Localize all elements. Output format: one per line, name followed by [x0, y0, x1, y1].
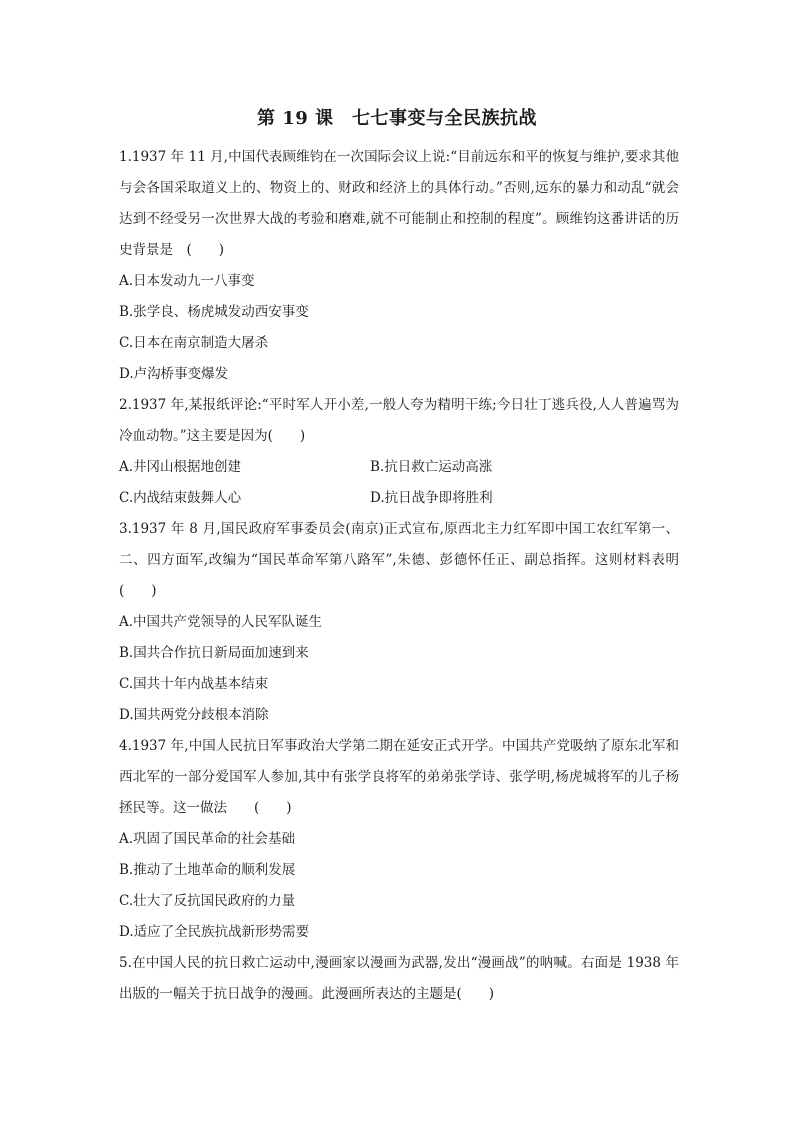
option-b: B.国共合作抗日新局面加速到来: [119, 645, 309, 661]
question-stem: 1.1937 年 11 月,中国代表顾维钧在一次国际会议上说:“目前远东和平的恢复与维护,要求其他与会各国采取道义上的、物资上的、财政和经济上的具体行动。”否则,远东的暴力和动乱“就会达到不经受另一次世界大战的考验和磨难,就不可能制止和控制的程度”。顾维钧这番讲话的历史背景是 ( ): [119, 149, 679, 258]
question-stem: 5.在中国人民的抗日救亡运动中,漫画家以漫画为武器,发出“漫画战”的呐喊。右面是 1938 年出版的一幅关于抗日战争的漫画。此漫画所表达的主题是( ): [119, 955, 679, 1002]
option-row: [119, 483, 679, 514]
question-3: [119, 514, 693, 731]
option-row: [119, 452, 679, 483]
option-d: D.国共两党分歧根本消除: [119, 707, 269, 723]
question-4: [119, 731, 679, 948]
option-b: B.抗日救亡运动高涨: [370, 459, 493, 475]
option-b: B.推动了土地革命的顺利发展: [119, 862, 296, 878]
question-stem: 4.1937 年,中国人民抗日军事政治大学第二期在延安正式开学。中国共产党吸纳了原东北军和西北军的一部分爱国军人参加,其中有张学良将军的弟弟张学诗、张学明,杨虎城将军的儿子杨拯民等。这一做法 ( ): [119, 738, 679, 816]
option-d: D.卢沟桥事变爆发: [119, 366, 229, 382]
question-stem: 3.1937 年 8 月,国民政府军事委员会(南京)正式宣布,原西北主力红军即中国工农红军第一、二、四方面军,改编为“国民革命军第八路军”,朱德、彭德怀任正、副总指挥。这则材料表明 ( ): [119, 521, 693, 599]
option-b: B.张学良、杨虎城发动西安事变: [119, 304, 309, 320]
question-5: [119, 948, 679, 1010]
option-c: C.内战结束鼓舞人心: [119, 490, 242, 506]
option-d: D.适应了全民族抗战新形势需要: [119, 924, 310, 940]
question-stem: 2.1937 年,某报纸评论:“平时军人开小差,一般人夸为精明干练;今日壮丁逃兵役,人人普遍骂为冷血动物。”这主要是因为( ): [119, 397, 679, 444]
option-c: C.日本在南京制造大屠杀: [119, 335, 269, 351]
option-a: A.井冈山根据地创建: [119, 459, 242, 475]
page-title: 第 19 课 七七事变与全民族抗战: [256, 108, 538, 129]
question-2: [119, 390, 679, 514]
option-a: A.中国共产党领导的人民军队诞生: [119, 614, 323, 630]
question-1: [119, 142, 679, 390]
question-list: [119, 142, 693, 1010]
option-c: C.国共十年内战基本结束: [119, 676, 269, 692]
option-d: D.抗日战争即将胜利: [370, 490, 493, 506]
option-c: C.壮大了反抗国民政府的力量: [119, 893, 296, 909]
option-a: A.日本发动九一八事变: [119, 273, 255, 289]
option-a: A.巩固了国民革命的社会基础: [119, 831, 296, 847]
